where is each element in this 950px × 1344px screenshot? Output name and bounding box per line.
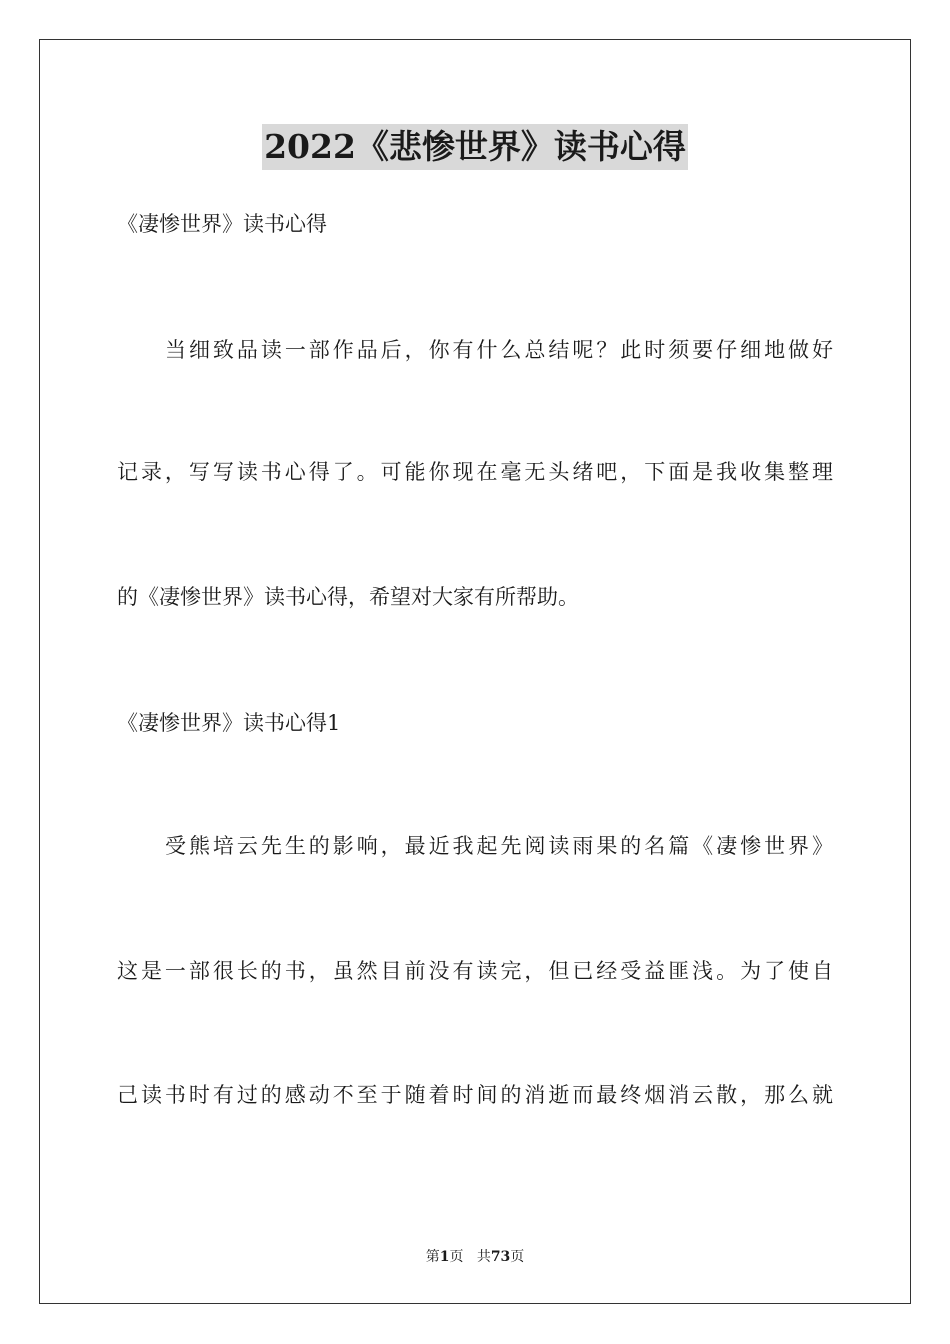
paragraph-line: 记录，写写读书心得了。可能你现在毫无头绪吧，下面是我收集整理 xyxy=(117,460,833,484)
total-suffix: 页 xyxy=(510,1249,525,1265)
page-prefix: 第 xyxy=(425,1249,440,1265)
total-pages: 73 xyxy=(490,1249,511,1265)
title-container xyxy=(0,124,950,170)
paragraph-line: 这是一部很长的书，虽然目前没有读完，但已经受益匪浅。为了使自 xyxy=(117,959,833,983)
total-prefix: 共 xyxy=(476,1249,491,1265)
page-number: 1 xyxy=(439,1249,450,1265)
page-suffix: 页 xyxy=(449,1249,464,1265)
document-title: 2022《悲惨世界》读书心得 xyxy=(262,124,688,170)
section-heading-intro: 《凄惨世界》读书心得 xyxy=(117,212,327,236)
paragraph-line: 当细致品读一部作品后，你有什么总结呢？此时须要仔细地做好 xyxy=(165,338,833,362)
paragraph-line: 己读书时有过的感动不至于随着时间的消逝而最终烟消云散，那么就 xyxy=(117,1083,833,1107)
section-heading-1: 《凄惨世界》读书心得1 xyxy=(117,711,341,735)
page-footer xyxy=(0,1247,950,1267)
paragraph-line: 受熊培云先生的影响，最近我起先阅读雨果的名篇《凄惨世界》 xyxy=(165,834,833,858)
paragraph-line: 的《凄惨世界》读书心得，希望对大家有所帮助。 xyxy=(117,585,579,609)
